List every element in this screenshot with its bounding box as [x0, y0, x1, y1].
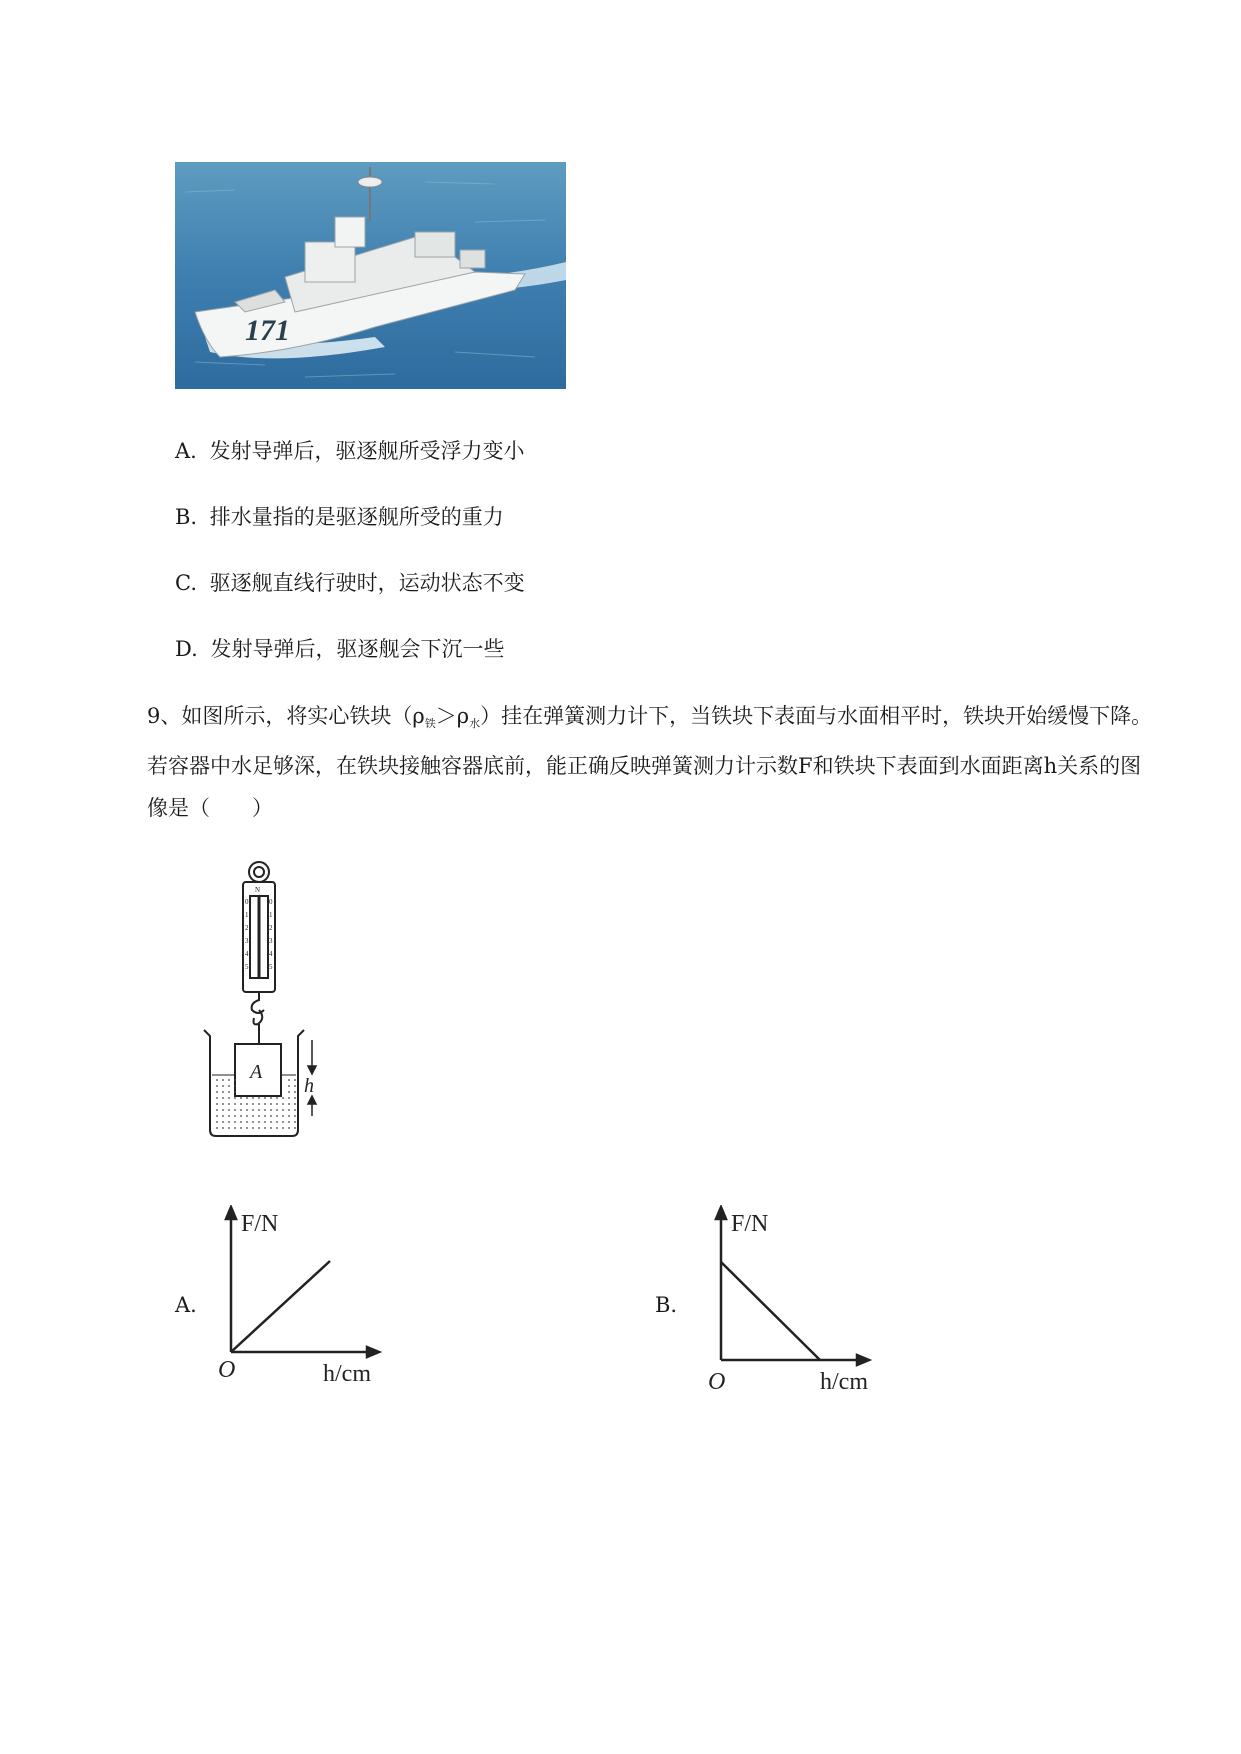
scale-tick: 4 [245, 950, 249, 958]
question-number: 9、 [147, 704, 182, 728]
scale-tick: 0 [269, 898, 273, 906]
option-letter: A. [175, 439, 197, 463]
stem-part-2: ＞ρ [435, 704, 470, 728]
block-label: A [250, 1061, 263, 1083]
warship-photo [175, 162, 566, 389]
depth-label: h [304, 1075, 314, 1097]
scale-tick: 3 [269, 937, 273, 945]
option-text: 驱逐舰直线行驶时，运动状态不变 [209, 571, 525, 595]
option-b [175, 502, 504, 532]
stem-part-1: 如图所示，将实心铁块（ρ [181, 704, 425, 728]
scale-tick: 0 [245, 898, 249, 906]
subscript-iron: 铁 [424, 717, 436, 730]
option-c [175, 568, 525, 598]
option-d [175, 634, 504, 664]
option-text: 排水量指的是驱逐舰所受的重力 [209, 505, 504, 529]
x-axis-label: h/cm [323, 1361, 371, 1385]
origin-label: O [218, 1357, 236, 1383]
graph-option-a [215, 1205, 395, 1385]
scale-tick: 3 [245, 937, 249, 945]
option-letter: D. [175, 637, 198, 661]
scale-unit: N [255, 886, 261, 894]
y-axis-label: F/N [731, 1211, 769, 1237]
option-a [175, 436, 525, 466]
graph-line-increasing [231, 1261, 330, 1352]
x-axis-label: h/cm [820, 1369, 868, 1395]
graph-option-b [705, 1205, 895, 1395]
warship-photo-svg [175, 162, 566, 389]
scale-tick: 5 [245, 963, 249, 971]
scale-tick: 1 [269, 911, 273, 919]
spring-scale-figure [200, 860, 340, 1140]
option-letter: C. [175, 571, 197, 595]
option-letter: B. [175, 505, 198, 529]
scale-tick: 5 [269, 963, 273, 971]
svg-text:171: 171 [245, 314, 290, 347]
scale-tick: 4 [269, 950, 273, 958]
origin-label: O [708, 1369, 726, 1395]
graph-option-b-letter: B. [655, 1293, 678, 1317]
stem-part-3: ）挂在弹簧测力计下，当铁块下表面与水面相平时，铁块开始缓慢下降。若容器中水足够深，在铁块接触容器底前，能正确反映弹簧测力计示数F和铁块下表面到水面距离h关系的图像是（ ） [147, 704, 1153, 820]
question-9-stem [147, 695, 1157, 829]
y-axis-label: F/N [241, 1211, 279, 1237]
subscript-water: 水 [469, 717, 481, 730]
scale-tick: 1 [245, 911, 249, 919]
option-text: 发射导弹后，驱逐舰所受浮力变小 [209, 439, 525, 463]
option-text: 发射导弹后，驱逐舰会下沉一些 [210, 637, 505, 661]
graph-line-decreasing [721, 1262, 820, 1360]
scale-tick: 2 [245, 924, 249, 932]
graph-option-a-letter: A. [175, 1293, 197, 1317]
scale-tick: 2 [269, 924, 273, 932]
